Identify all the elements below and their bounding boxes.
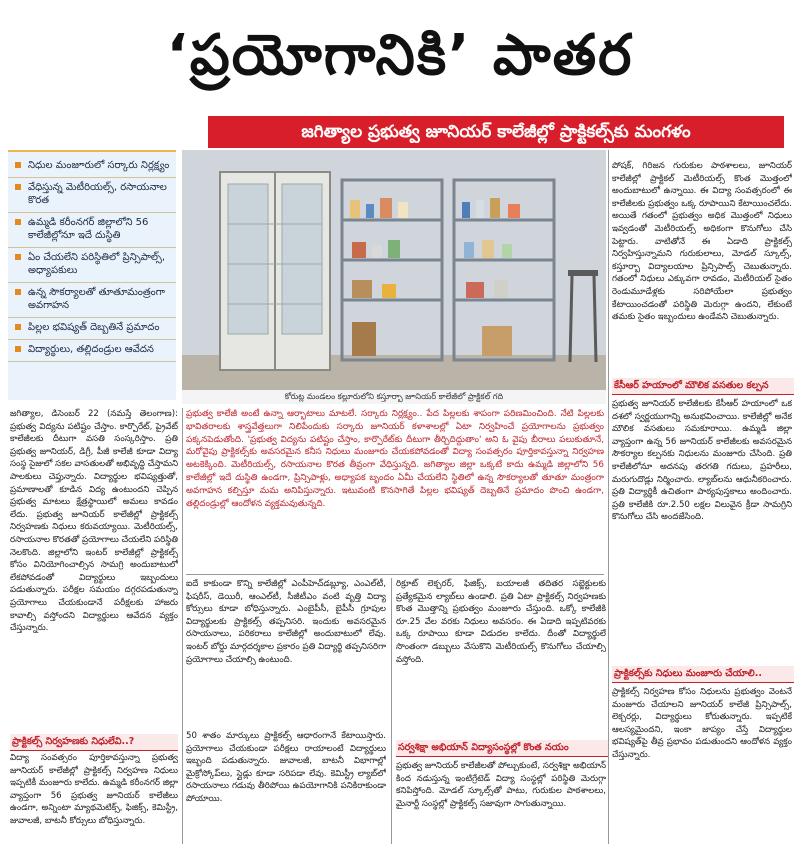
article-column-mid-1 xyxy=(186,578,386,730)
highlights-sidebar xyxy=(8,150,176,400)
photo-caption: కోరుట్ల మండలం కల్లూరులోని కస్తూర్బా జూనియర్ కాలేజీలో ప్రాక్టికల్ గది xyxy=(182,390,606,404)
article-column-right xyxy=(612,160,792,376)
sidebar-item: విద్యార్థులు, తల్లిదండ్రుల ఆవేదన xyxy=(8,340,176,362)
divider xyxy=(186,574,604,575)
square-bullet-icon xyxy=(15,184,21,190)
article-column-right-tail xyxy=(612,686,792,844)
sidebar-item: నిధుల మంజూరులో సర్కారు నిర్లక్ష్యం xyxy=(8,156,176,178)
paragraph: ప్రభుత్వ జూనియర్ కాలేజీలతో పోల్చుకుంటే, సర్వశిక్షా అభియాన్ కింద నడుస్తున్న ఇంటిగ్రేటెడ్ విద్యా సంస్థల్లో పరిస్థితి మెరుగ్గా కనిపిస్తోంది. మోడల్ స్కూల్స్‌తో పాటు, గురుకుల పాఠశాలలు, మైనార్టీ సంస్థల్లో ప్రాక్టికల్స్ సజావుగా సాగుతున్నాయి. xyxy=(396,761,606,809)
lab-photo xyxy=(182,150,606,390)
square-bullet-icon xyxy=(15,289,21,295)
article-column-mid-2-tail xyxy=(396,760,606,844)
sidebar-item: ఉన్న సౌకర్యాలతో తూతూమంత్రంగా అవగాహన xyxy=(8,283,176,318)
paragraph: ప్రాక్టికల్స్ నిర్వహణ కోసం నిధులను ప్రభుత్వం వెంటనే మంజూరు చేయాలని జూనియర్ కాలేజీ ప్రిన్సిపాల్స్, లెక్చరర్లు, విద్యార్థులు కోరుతున్నారు. ఇప్పటికే ఆలస్యమైందని, ఇంకా జాప్యం చేస్తే విద్యార్థుల భవిష్యత్‌పై తీవ్ర ప్రభావం పడుతుందని ఆందోళన వ్యక్తం చేస్తున్నారు. xyxy=(612,687,792,760)
paragraph: విద్యా సంవత్సరం పూర్తికావస్తున్నా ప్రభుత్వ జూనియర్ కాలేజీల్లో ప్రాక్టికల్స్ నిర్వహణ నిధులు ఇప్పటికీ మంజూరు కాలేదు. ఉమ్మడి కరీంనగర్ జిల్లా వ్యాప్తంగా 56 ప్రభుత్వ జూనియర్ కాలేజీలు ఉండగా, అన్నింటా మ్యాథమెటిక్స్, ఫిజిక్స్, కెమిస్ట్రీ, జువాలజీ, బాటనీ కోర్సులు బోధిస్తున్నారు. xyxy=(10,753,178,826)
headline: ‘ప్రయోగానికి’ పాతర xyxy=(166,23,634,88)
lead-text: ప్రభుత్వ కాలేజీ అంటే ఉన్నా ఆర్భాటాలు మాటలే. సర్కారు నిర్లక్ష్యం.. పేద పిల్లలకు శాపంగా పరిణమించింది. నేటి పిల్లలకు భావితరాలకు శాస్త్రవేత్తలుగా నిలిపేందుకు సర్కారు జూనియర్ కళాశాలల్లో ఏటా నిర్వహించే ప్రయోగాలను ప్రభుత్వం పక్కనపెడుతోంది. 'ప్రభుత్వ విద్యను పటిష్టం చేస్తాం, కార్పొరేట్‌కు దీటుగా తీర్చిదిద్దుతాం' అని ఓ వైపు బీరాలు పలుకుతూనే, మరోవైపు ప్రాక్టికల్స్‌కు అవసరమైన కనీస నిధులు మంజూరు చేయకపోవడంతో విద్యా సంవత్సరం పూర్తికావస్తున్నా నిర్వహణ అటకెక్కింది. మెటీరియల్స్, రసాయనాల కొరత తీవ్రంగా వేధిస్తున్నది. జగిత్యాల జిల్లా ఒక్కటే కాదు ఉమ్మడి జిల్లాలోని 56 కాలేజీల్లో ఇదే దుస్థితి ఉండగా, ప్రిన్సిపాళ్లు, అధ్యాపక బృందం ఏమీ చేయలేని స్థితిలో ఉన్న సౌకర్యాలతో తూతూ మంత్రంగా అవగాహన కల్పిస్తూ మమ అనిపిస్తున్నారు. ఇటువంటి కొనసాగితే పిల్లల భవిష్యత్ దెబ్బతినే ప్రమాదం పొంచి ఉండగా, తల్లిదండ్రుల్లో ఆందోళన వ్యక్తమవుతున్నది. xyxy=(186,409,604,509)
lead-paragraph xyxy=(186,408,604,572)
section-subhead: సర్వశిక్షా అభియాన్ విద్యాసంస్థల్లో కొంత నయం xyxy=(396,740,608,757)
section-subhead: ప్రాక్టికల్స్‌కు నిధులు మంజూరు చేయాలి.. xyxy=(612,666,794,683)
paragraph: జగిత్యాల, డిసెంబర్ 22 (నమస్తే తెలంగాణ): ప్రభుత్వ విద్యను పటిష్టం చేస్తాం. కార్పొరేట్, ప్రైవేట్ కాలేజీలకు దీటుగా వసతి సంస్కరిస్తాం. ప్రతి ప్రభుత్వ జూనియర్, డిగ్రీ, పీజీ కాలేజీ కూడా విద్యా సంస్థ సైజులో సకల వాసతులతో అభివృద్ధి చేస్తామని పాలకులు చెప్తున్నారు. విద్యార్థుల భవిష్యత్తుతో, ప్రమాణాలతో కూడిన విద్య ఉంటుందని చెప్పిన ప్రభుత్వ మాటలు క్షేత్రస్థాయిలో అమలు కావడం లేదు. ప్రభుత్వ జూనియర్ కాలేజీల్లో ప్రాక్టికల్స్ నిర్వహణకు నిధులు కరువయ్యాయి. మెటీరియల్స్, రసాయనాల కొరతతో ప్రయోగాలు చేయలేని పరిస్థితి నెలకొంది. జిల్లాలోని ఇంటర్ కాలేజీల్లో ప్రాక్టికల్స్ కోసం వినియోగించాల్సిన సామగ్రి అందుబాటులో లేకపోవడంతో విద్యార్థులు ఇబ్బందులు పడుతున్నారు. పరీక్షల సమయం దగ్గరపడుతున్నా ప్రయోగాలు చేయకుండానే పరీక్షలకు హాజరు కావాల్సి వస్తోందని విద్యార్థులు ఆవేదన వ్యక్తం చేస్తున్నారు. xyxy=(10,409,178,634)
sidebar-item: వేధిస్తున్న మెటీరియల్స్, రసాయనాల కొరత xyxy=(8,178,176,213)
sidebar-item: ఉమ్మడి కరీంనగర్ జిల్లాలోని 56 కాలేజీల్లోనూ ఇదే దుస్థితి xyxy=(8,213,176,248)
column-divider xyxy=(608,150,609,844)
subheadline-banner: జగిత్యాల ప్రభుత్వ జూనియర్ కాలేజీల్లో ప్రాక్టికల్స్‌కు మంగళం xyxy=(208,116,784,148)
sidebar-item: పిల్లల భవిష్యత్ దెబ్బతినే ప్రమాదం xyxy=(8,318,176,340)
article-column-right-mid xyxy=(612,398,792,662)
article-column-mid-2 xyxy=(396,578,606,730)
paragraph: 50 శాతం మార్కులు ప్రాక్టికల్స్ ఆధారంగానే కేటాయిస్తారు. ప్రయోగాలు చేయకుండా పరీక్షలు రాయాలంటే విద్యార్థులు ఇబ్బంది పడుతున్నారు. జువాలజీ, బాటనీ విభాగాల్లో మైక్రోస్కోప్‌లు, స్లైడ్లు కూడా సరిపడా లేవు. కెమిస్ట్రీ ల్యాబ్‌లో రసాయనాలు గడువు తీరిపోయి ఉపయోగానికి పనికిరాకుండా పోయాయి. xyxy=(186,731,386,804)
square-bullet-icon xyxy=(15,219,21,225)
paragraph: ఐదే కాకుండా కొన్ని కాలేజీల్లో ఎంపీహెచ్‌డబ్ల్యూ, ఎంఎల్‌టీ, ఫిషరీస్, డెయిరీ, ఆంఎల్‌టీ, సీజీటీఎం వంటి వృత్తి విద్యా కోర్సులు కూడా బోధిస్తున్నారు. ఎంబైపీసీ, బైపీసీ గ్రూపుల విద్యార్థులకు ప్రాక్టికల్స్ తప్పనిసరి. ఇందుకు అవసరమైన రసాయనాలు, పరికరాలు కాలేజీల్లో అందుబాటులో లేవు. ఇంటర్ బోర్డు మార్గదర్శకాల ప్రకారం ప్రతి విద్యార్థి తప్పనిసరిగా ప్రయోగాలు చేయాల్సి ఉంటుంది. xyxy=(186,579,386,665)
section-subhead: కేసీఆర్ హయాంలో మౌలిక వసతుల కల్పన xyxy=(612,378,794,395)
paragraph: ప్రభుత్వ జూనియర్ కాలేజీలకు కేసీఆర్ హయాంలో ఒక దశలో స్వర్ణయుగాన్ని అనుభవించాయి. కాలేజీల్లో అనేక మౌలిక వసతులు సమకూరాయి. ఉమ్మడి జిల్లా వ్యాప్తంగా ఉన్న 56 జూనియర్ కాలేజీలకు అవసరమైన సౌకర్యాల కల్పనకు నిధులను మంజూరు చేసింది. ప్రతి కాలేజీలోనూ అదనపు తరగతి గదులు, ప్రహరీలు, మరుగుదొడ్లు నిర్మించారు. ల్యాబ్‌లను ఆధునీకరించారు. ప్రతి విద్యార్థికీ ఉచితంగా పాఠ్యపుస్తకాలు అందించారు. ప్రతి కాలేజీకి రూ.2.50 లక్షల విలువైన క్రీడా సామగ్రిని కొనుగోలు చేసి అందజేసింది. xyxy=(612,399,792,523)
square-bullet-icon xyxy=(15,254,21,260)
square-bullet-icon xyxy=(15,346,21,352)
square-bullet-icon xyxy=(15,324,21,330)
paragraph: రిక్రూట్ లెక్చరర్, ఫిజిక్స్, బయాలజీ తదితర సబ్జెక్టులకు ప్రత్యేకమైన ల్యాబ్‌లు ఉండాలి. ప్రతి ఏటా ప్రాక్టికల్స్ నిర్వహణకు కొంత మొత్తాన్ని ప్రభుత్వం మంజూరు చేస్తుంది. ఒక్కో కాలేజీకి రూ.25 వేల వరకు నిధులు అవసరం. ఈ ఏడాది ఇప్పటివరకు ఒక్క రూపాయి కూడా విడుదల కాలేదు. దీంతో విద్యార్థులే సొంతంగా డబ్బులు వేసుకొని మెటీరియల్స్ కొనుగోలు చేయాల్సి వస్తోంది. xyxy=(396,579,606,665)
square-bullet-icon xyxy=(15,162,21,168)
section-subhead: ప్రాక్టికల్స్ నిర్వహణకు నిధులేవి..? xyxy=(10,734,178,751)
paragraph: పోషక్, గిరిజన గురుకుల పాఠశాలలు, జూనియర్ కాలేజీల్లో ప్రాక్టికల్ మెటీరియల్స్ కొంత మొత్తంలో అందుబాటులో ఉన్నాయి. ఈ విద్యా సంవత్సరంలో ఈ కాలేజీలకు ప్రభుత్వం ఒక్క రూపాయిని కేటాయించలేదు. అయితే గతంలో ప్రభుత్వం అధిక మొత్తంలో నిధులు ఇవ్వడంతో మెటీరియల్స్ అధికంగా కొనుగోలు చేసి పెట్టారు. వాటితోనే ఈ ఏడాది ప్రాక్టికల్స్ నిర్వహిస్తున్నామని గురుకులాలు, మోడల్ స్కూల్స్, కస్తూర్బా విద్యాలయాల ప్రిన్సిపాల్స్ చెబుతున్నారు. గతంలో నిధులు ఎక్కువగా రావడం, మెటీరియల్ సైతం రెండుమూడేళ్లకు సరిపోయేలా ప్రభుత్వం కేటాయించడంతో పరిస్థితి మెరుగ్గా ఉందని, లేకుంటే తమకు సైతం ఇబ్బందులు ఉండేవని చెబుతున్నారు. xyxy=(612,161,792,323)
column-divider xyxy=(182,408,183,844)
article-column-left-tail xyxy=(10,752,178,844)
sidebar-item: ఏం చేయలేని పరిస్థితిలో ప్రిన్సిపాల్స్, అధ్యాపకులు xyxy=(8,248,176,283)
article-column-mid-1-tail xyxy=(186,730,386,844)
column-divider xyxy=(391,578,392,844)
